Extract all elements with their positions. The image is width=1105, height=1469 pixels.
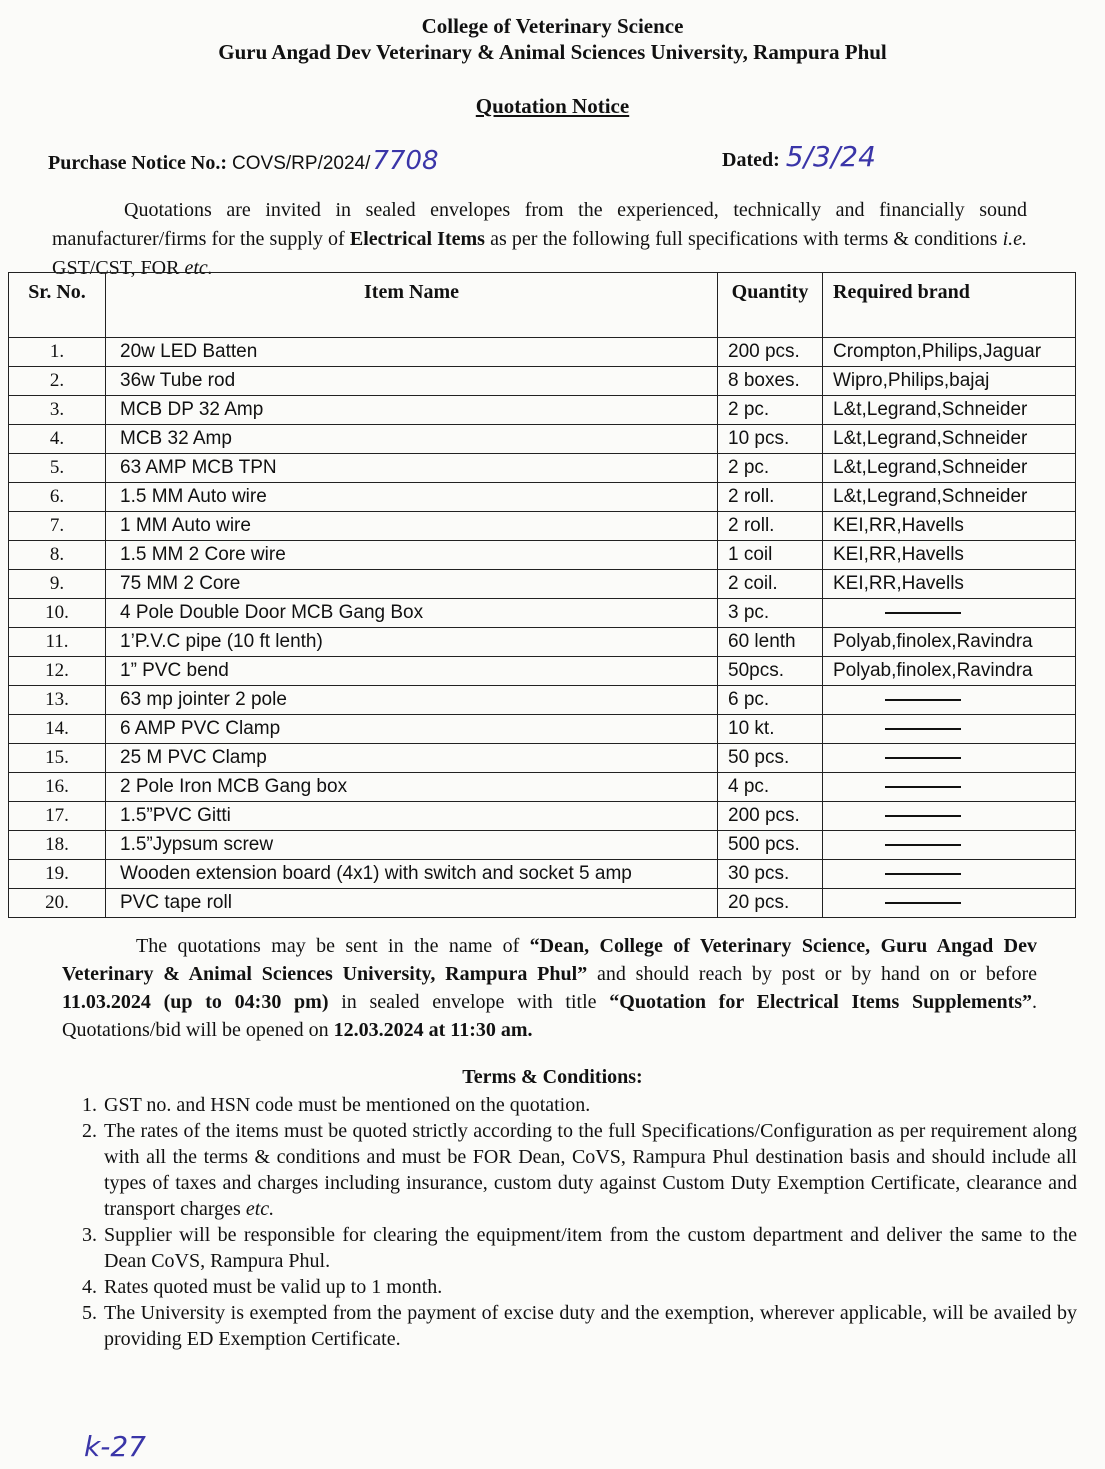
header-quantity: Quantity — [718, 273, 823, 338]
row-quantity: 2 roll. — [718, 512, 823, 541]
row-item-name: MCB 32 Amp — [106, 425, 718, 454]
handwritten-dash-mark — [885, 873, 961, 875]
table-row — [9, 744, 1076, 773]
row-quantity: 20 pcs. — [718, 889, 823, 918]
row-sr-no: 14. — [9, 715, 106, 744]
table-row — [9, 889, 1076, 918]
intro-text-1: Quotations are invited in sealed envelopes from the experienced, technically and financially sound manufacturer/firms for the supply of — [52, 199, 1027, 250]
row-item-name: 36w Tube rod — [106, 367, 718, 396]
table-row — [9, 454, 1076, 483]
row-sr-no: 17. — [9, 802, 106, 831]
row-required-brand: L&t,Legrand,Schneider — [823, 425, 1076, 454]
row-item-name: 1” PVC bend — [106, 657, 718, 686]
handwritten-initials: k-27 — [84, 1430, 146, 1463]
row-quantity: 50 pcs. — [718, 744, 823, 773]
row-sr-no: 11. — [9, 628, 106, 657]
handwritten-dash-mark — [885, 699, 961, 701]
row-required-brand: Polyab,finolex,Ravindra — [823, 628, 1076, 657]
instr-addressee: “Dean, College of Veterinary Science, Guru Angad Dev Veterinary & Animal Sciences University, Rampura Phul” — [62, 935, 1037, 985]
terms-list — [62, 1092, 1077, 1352]
row-quantity: 3 pc. — [718, 599, 823, 628]
row-item-name: 6 AMP PVC Clamp — [106, 715, 718, 744]
row-required-brand — [823, 744, 1076, 773]
table-row — [9, 686, 1076, 715]
row-item-name: 63 mp jointer 2 pole — [106, 686, 718, 715]
row-required-brand: Crompton,Philips,Jaguar — [823, 338, 1076, 367]
row-item-name: 2 Pole Iron MCB Gang box — [106, 773, 718, 802]
table-row — [9, 425, 1076, 454]
row-required-brand — [823, 889, 1076, 918]
table-row — [9, 483, 1076, 512]
notice-title: Quotation Notice — [475, 94, 630, 118]
row-required-brand — [823, 860, 1076, 889]
row-required-brand: KEI,RR,Havells — [823, 512, 1076, 541]
row-sr-no: 8. — [9, 541, 106, 570]
row-sr-no: 10. — [9, 599, 106, 628]
table-row — [9, 657, 1076, 686]
row-required-brand: L&t,Legrand,Schneider — [823, 396, 1076, 425]
row-quantity: 200 pcs. — [718, 802, 823, 831]
instr-text-3: in sealed envelope with title — [328, 991, 610, 1013]
table-row — [9, 773, 1076, 802]
row-quantity: 30 pcs. — [718, 860, 823, 889]
row-required-brand — [823, 599, 1076, 628]
college-name: College of Veterinary Science — [421, 14, 684, 38]
row-quantity: 4 pc. — [718, 773, 823, 802]
instr-envelope-title: “Quotation for Electrical Items Supplements” — [609, 991, 1033, 1013]
row-item-name: MCB DP 32 Amp — [106, 396, 718, 425]
handwritten-dash-mark — [885, 902, 961, 904]
row-required-brand — [823, 773, 1076, 802]
items-table — [8, 272, 1076, 918]
row-quantity: 8 boxes. — [718, 367, 823, 396]
row-item-name: 1.5 MM 2 Core wire — [106, 541, 718, 570]
table-row — [9, 396, 1076, 425]
table-row — [9, 831, 1076, 860]
row-required-brand: Polyab,finolex,Ravindra — [823, 657, 1076, 686]
row-quantity: 1 coil — [718, 541, 823, 570]
row-sr-no: 12. — [9, 657, 106, 686]
row-item-name: 25 M PVC Clamp — [106, 744, 718, 773]
handwritten-date: 5/3/24 — [785, 140, 876, 173]
instr-text-2: and should reach by post or by hand on or before — [587, 963, 1037, 985]
term-item: 1. GST no. and HSN code must be mentioned on the quotation. — [102, 1092, 1077, 1118]
university-name: Guru Angad Dev Veterinary & Animal Sciences University, Rampura Phul — [218, 40, 887, 64]
table-row — [9, 802, 1076, 831]
header-item-name: Item Name — [106, 273, 718, 338]
row-required-brand — [823, 831, 1076, 860]
handwritten-dash-mark — [885, 612, 961, 614]
row-item-name: 63 AMP MCB TPN — [106, 454, 718, 483]
row-sr-no: 6. — [9, 483, 106, 512]
row-quantity: 2 coil. — [718, 570, 823, 599]
row-required-brand: KEI,RR,Havells — [823, 570, 1076, 599]
handwritten-dash-mark — [885, 815, 961, 817]
row-quantity: 10 kt. — [718, 715, 823, 744]
row-item-name: 1.5”PVC Gitti — [106, 802, 718, 831]
handwritten-notice-number: 7708 — [372, 146, 439, 176]
row-sr-no: 4. — [9, 425, 106, 454]
row-quantity: 10 pcs. — [718, 425, 823, 454]
row-sr-no: 1. — [9, 338, 106, 367]
row-quantity: 2 pc. — [718, 454, 823, 483]
handwritten-dash-mark — [885, 728, 961, 730]
table-row — [9, 570, 1076, 599]
table-row — [9, 338, 1076, 367]
handwritten-dash-mark — [885, 757, 961, 759]
purchase-notice-label: Purchase Notice No.: — [48, 152, 228, 174]
table-row — [9, 512, 1076, 541]
handwritten-dash-mark — [885, 786, 961, 788]
table-row — [9, 541, 1076, 570]
row-sr-no: 18. — [9, 831, 106, 860]
table-row — [9, 860, 1076, 889]
row-sr-no: 9. — [9, 570, 106, 599]
row-quantity: 50pcs. — [718, 657, 823, 686]
table-header-row — [9, 273, 1076, 338]
row-quantity: 60 lenth — [718, 628, 823, 657]
row-required-brand — [823, 802, 1076, 831]
row-quantity: 2 pc. — [718, 396, 823, 425]
table-body — [9, 338, 1076, 918]
row-item-name: 75 MM 2 Core — [106, 570, 718, 599]
instr-text-4: . Quotations/bid will be opened on — [62, 991, 1038, 1041]
row-item-name: 1.5”Jypsum screw — [106, 831, 718, 860]
row-item-name: 1’P.V.C pipe (10 ft lenth) — [106, 628, 718, 657]
instr-text-1: The quotations may be sent in the name of — [136, 935, 530, 957]
dated-label: Dated: — [722, 149, 780, 171]
row-sr-no: 20. — [9, 889, 106, 918]
intro-etc: etc. — [184, 257, 213, 279]
row-item-name: 1.5 MM Auto wire — [106, 483, 718, 512]
table-row — [9, 599, 1076, 628]
row-required-brand: Wipro,Philips,bajaj — [823, 367, 1076, 396]
row-quantity: 6 pc. — [718, 686, 823, 715]
header-required-brand: Required brand — [823, 273, 1076, 338]
row-required-brand: L&t,Legrand,Schneider — [823, 483, 1076, 512]
row-required-brand — [823, 686, 1076, 715]
instructions-paragraph — [62, 932, 1037, 1044]
row-sr-no: 15. — [9, 744, 106, 773]
term-item: 3. Supplier will be responsible for clearing the equipment/item from the custom department and deliver the same to the Dean CoVS, Rampura Phul. — [102, 1222, 1077, 1274]
row-sr-no: 16. — [9, 773, 106, 802]
instr-deadline: 11.03.2024 (up to 04:30 pm) — [62, 991, 329, 1013]
handwritten-dash-mark — [885, 844, 961, 846]
row-quantity: 2 roll. — [718, 483, 823, 512]
row-item-name: Wooden extension board (4x1) with switch and socket 5 amp — [106, 860, 718, 889]
row-item-name: 4 Pole Double Door MCB Gang Box — [106, 599, 718, 628]
intro-text-3: GST/CST, FOR — [52, 257, 185, 279]
intro-ie: i.e. — [1002, 228, 1027, 250]
table-row — [9, 715, 1076, 744]
intro-paragraph — [52, 196, 1027, 283]
row-sr-no: 3. — [9, 396, 106, 425]
row-item-name: 1 MM Auto wire — [106, 512, 718, 541]
purchase-notice-number: COVS/RP/2024/ — [232, 153, 371, 174]
term-item: 2. The rates of the items must be quoted strictly according to the full Specifications/Configuration as per requirement along with all the terms & conditions and must be FOR Dean, CoVS, Rampura Phul destination basis and should include all types of taxes and charges including insurance, custom duty against Custom Duty Exemption Certificate, clearance and transport charges etc. — [102, 1118, 1077, 1222]
row-sr-no: 13. — [9, 686, 106, 715]
purchase-notice-line — [48, 146, 439, 176]
intro-text-2: as per the following full specifications with terms & conditions — [484, 228, 1003, 250]
row-sr-no: 7. — [9, 512, 106, 541]
terms-title: Terms & Conditions: — [462, 1066, 643, 1088]
row-required-brand — [823, 715, 1076, 744]
row-item-name: 20w LED Batten — [106, 338, 718, 367]
row-quantity: 200 pcs. — [718, 338, 823, 367]
term-item: 5. The University is exempted from the payment of excise duty and the exemption, wherever applicable, will be availed by providing ED Exemption Certificate. — [102, 1300, 1077, 1352]
header-sr-no: Sr. No. — [9, 273, 106, 338]
row-sr-no: 19. — [9, 860, 106, 889]
row-quantity: 500 pcs. — [718, 831, 823, 860]
row-required-brand: KEI,RR,Havells — [823, 541, 1076, 570]
row-sr-no: 5. — [9, 454, 106, 483]
table-row — [9, 367, 1076, 396]
dated-line — [722, 140, 876, 173]
row-sr-no: 2. — [9, 367, 106, 396]
row-required-brand: L&t,Legrand,Schneider — [823, 454, 1076, 483]
row-item-name: PVC tape roll — [106, 889, 718, 918]
instr-opening-date: 12.03.2024 at 11:30 am. — [333, 1019, 533, 1041]
term-item: 4. Rates quoted must be valid up to 1 month. — [102, 1274, 1077, 1300]
intro-bold-items: Electrical Items — [349, 228, 485, 250]
table-row — [9, 628, 1076, 657]
